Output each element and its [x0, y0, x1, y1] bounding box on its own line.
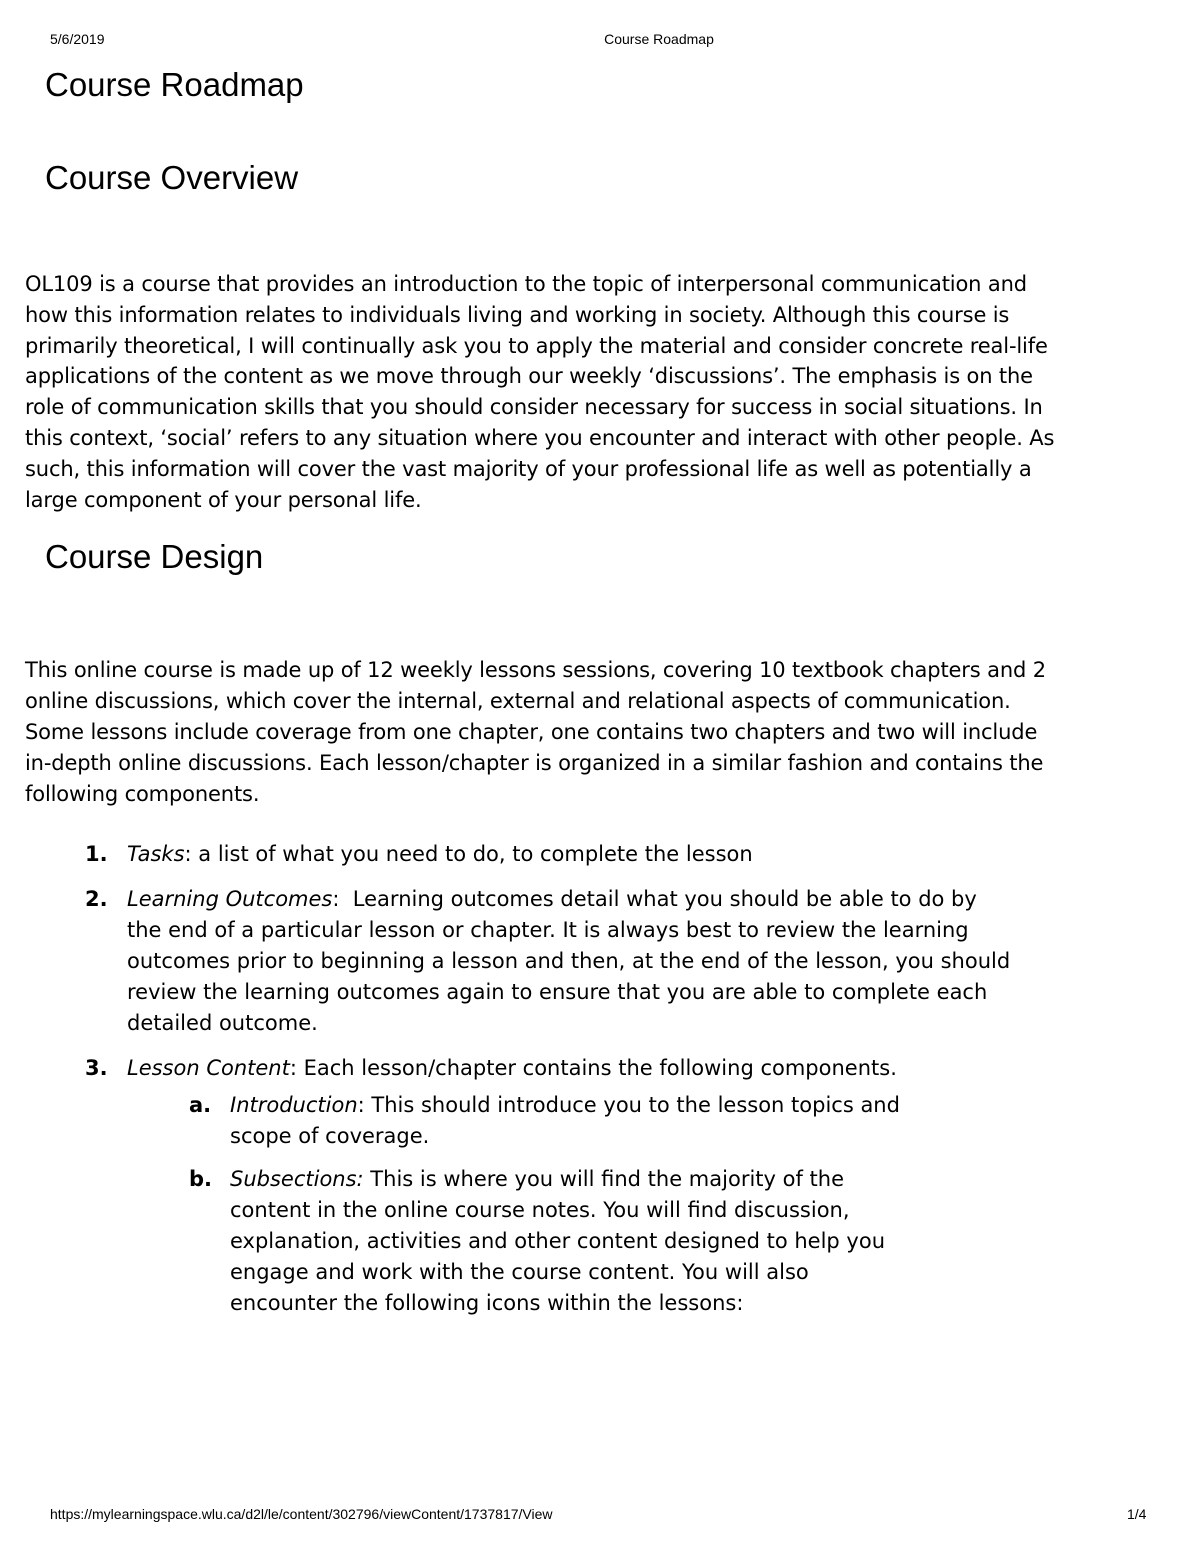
item-term: Lesson Content [127, 1056, 290, 1081]
item-text: Learning outcomes detail what you should be able to do by the end of a particular lesson or chapter. It is always best to review the learning outcomes prior to beginning a lesson and then, at the end of the lesson, you should review the learning outcomes again to ensure that you are able to complete each detailed outcome. [127, 887, 1017, 1036]
sub-text: : This should introduce you to the lesson topics and scope of coverage. [230, 1093, 900, 1149]
page-title: Course Roadmap [45, 66, 304, 103]
print-title: Course Roadmap [604, 31, 714, 47]
item-sep: : [332, 887, 340, 912]
list-item-tasks [25, 839, 1017, 870]
list-number: 3. [85, 1056, 108, 1081]
sublist-letter: b. [189, 1167, 213, 1192]
design-heading: Course Design [45, 538, 264, 576]
sublist-item-introduction [127, 1090, 900, 1152]
item-term: Learning Outcomes [127, 887, 333, 912]
list-number: 2. [85, 887, 108, 912]
print-url: https://mylearningspace.wlu.ca/d2l/le/content/302796/viewContent/1737817/View [50, 1506, 553, 1522]
sublist-letter: a. [189, 1093, 212, 1118]
item-sep: : [184, 842, 192, 867]
sublist-item-subsections [127, 1164, 900, 1319]
list-item-lesson-content [25, 1053, 1017, 1319]
list-number: 1. [85, 842, 108, 867]
print-header [0, 31, 1200, 49]
page-number: 1/4 [1127, 1506, 1147, 1522]
overview-heading: Course Overview [45, 159, 299, 196]
item-term: Tasks [127, 842, 185, 867]
item-sep: : [289, 1056, 297, 1081]
design-paragraph: This online course is made up of 12 weekly lessons sessions, covering 10 textbook chapters and 2 online discussions, which cover the internal, external and relational aspects of communication. Some lessons include coverage from one chapter, one contains two chapters and two will include in-depth online discussions. Each lesson/chapter is organized in a similar fashion and contains the following components. [25, 658, 1046, 806]
sub-text: This is where you will find the majority of the content in the online course notes. You will find discussion, explanation, activities and other content designed to help you engage and work with the course content. You will also encounter the following icons within the lessons: [230, 1167, 885, 1316]
print-footer [0, 1506, 1200, 1524]
overview-paragraph: OL109 is a course that provides an introduction to the topic of interpersonal communication and how this information relates to individuals living and working in society. Although this course is primarily theoretical, I will continually ask you to apply the material and consider concrete real-life applications of the content as we move through our weekly ‘discussions’. The emphasis is on the role of communication skills that you should consider necessary for success in social situations. In this context, ‘social’ refers to any situation where you encounter and interact with other people. As such, this information will cover the vast majority of your professional life as well as potentially a large component of your personal life. [25, 272, 1055, 512]
lesson-content-sublist [127, 1090, 1017, 1319]
list-item-learning-outcomes [25, 884, 1017, 1039]
components-list [25, 839, 1065, 1319]
page-content [25, 60, 1065, 1333]
item-text: Each lesson/chapter contains the following components. [296, 1056, 897, 1081]
item-text: a list of what you need to do, to complete the lesson [191, 842, 753, 867]
print-date: 5/6/2019 [50, 31, 105, 47]
sub-term: Subsections: [230, 1167, 364, 1192]
sub-term: Introduction [230, 1093, 358, 1118]
